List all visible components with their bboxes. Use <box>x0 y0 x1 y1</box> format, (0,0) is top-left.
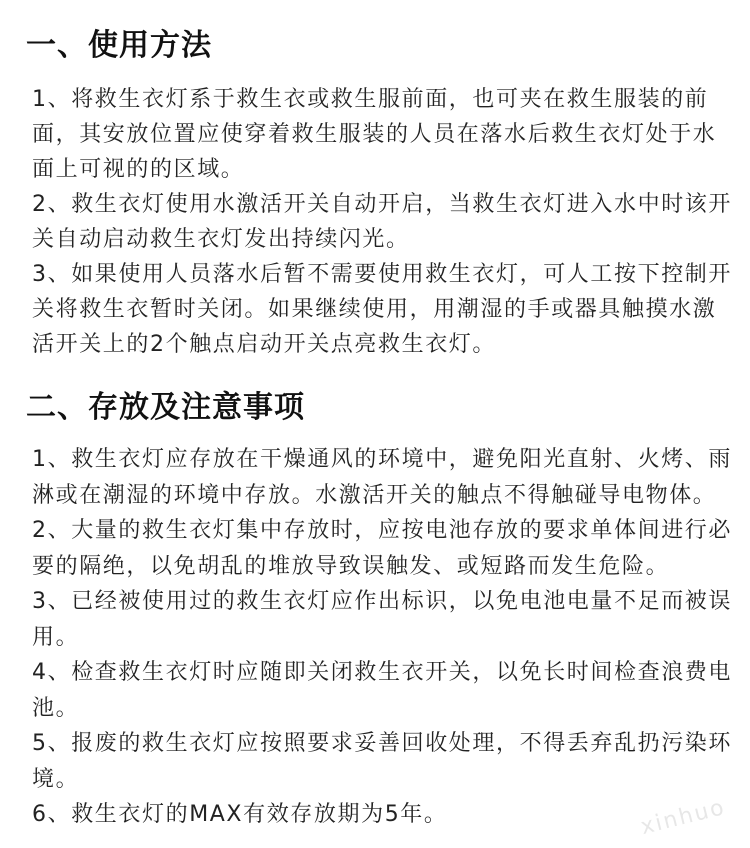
list-item: 4、检查救生衣灯时应随即关闭救生衣开关，以免长时间检查浪费电池。 <box>32 660 732 721</box>
list-item: 6、救生衣灯的MAX有效存放期为5年。 <box>32 802 448 827</box>
section-usage <box>26 26 732 362</box>
section-storage <box>26 388 732 833</box>
storage-list <box>26 442 732 833</box>
usage-list <box>26 82 732 362</box>
section-title-storage: 二、存放及注意事项 <box>26 390 305 425</box>
list-item: 3、已经被使用过的救生衣灯应作出标识，以免电池电量不足而被误用。 <box>32 589 732 650</box>
list-item: 5、报废的救生衣灯应按照要求妥善回收处理，不得丢弃乱扔污染环境。 <box>32 731 732 792</box>
list-item: 1、将救生衣灯系于救生衣或救生服前面，也可夹在救生服装的前面，其安放位置应使穿着救生服装的人员在落水后救生衣灯处于水面上可视的的区域。 <box>32 87 717 182</box>
list-item: 2、救生衣灯使用水激活开关自动开启，当救生衣灯进入水中时该开关自动启动救生衣灯发出持续闪光。 <box>32 192 732 252</box>
list-item: 3、如果使用人员落水后暂不需要使用救生衣灯，可人工按下控制开关将救生衣暂时关闭。如果继续使用，用潮湿的手或器具触摸水激活开关上的2个触点启动开关点亮救生衣灯。 <box>32 262 732 357</box>
list-item: 1、救生衣灯应存放在干燥通风的环境中，避免阳光直射、火烤、雨淋或在潮湿的环境中存放。水激活开关的触点不得触碰导电物体。 <box>32 447 732 508</box>
list-item: 2、大量的救生衣灯集中存放时，应按电池存放的要求单体间进行必要的隔绝，以免胡乱的堆放导致误触发、或短路而发生危险。 <box>32 518 732 579</box>
watermark: xinhuo <box>637 794 728 841</box>
section-title-usage: 一、使用方法 <box>26 28 212 63</box>
